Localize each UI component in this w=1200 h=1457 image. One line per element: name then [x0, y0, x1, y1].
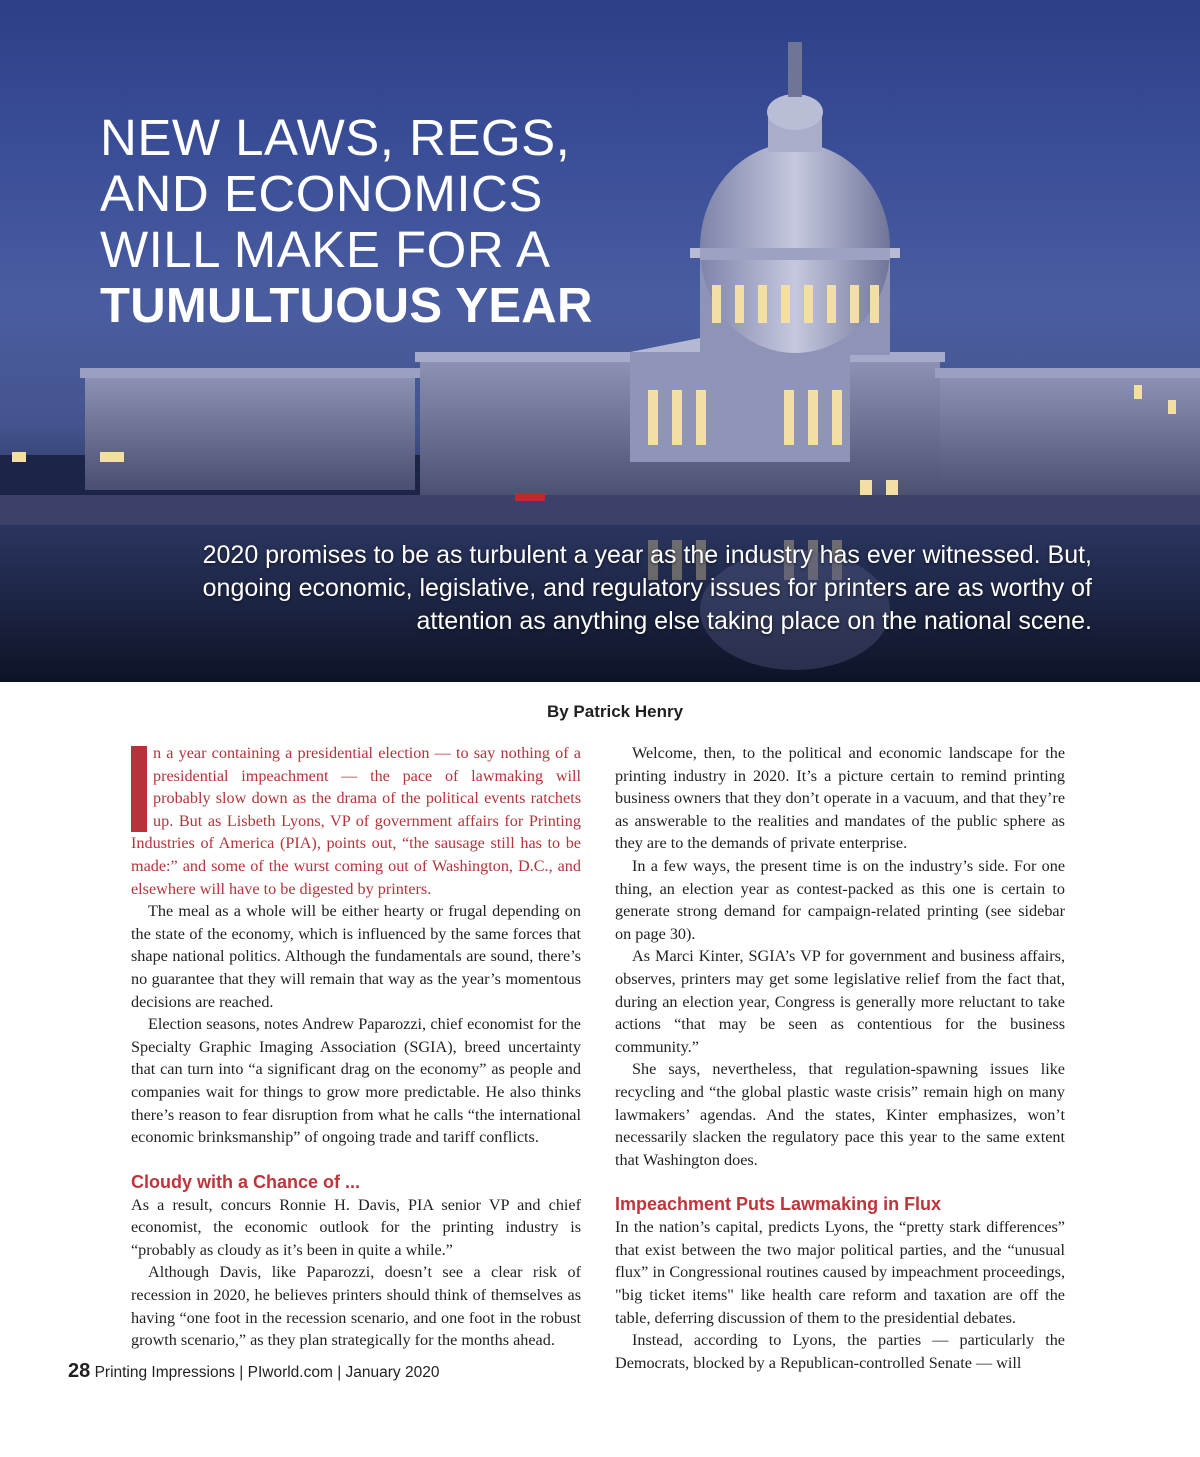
headline-line-3: WILL MAKE FOR A: [100, 221, 551, 278]
body-paragraph: The meal as a whole will be either hearty or frugal depending on the state of the economy, which is influenced by the same forces that shape national politics. Although the fundamentals are sound, there’s no guarantee that they will remain that way as the year’s momentous decisions are reached.: [131, 902, 581, 1011]
headline-line-1: NEW LAWS, REGS,: [100, 109, 571, 166]
drop-cap: [131, 746, 147, 832]
intro-paragraph: [131, 742, 581, 900]
page-number: 28: [68, 1360, 91, 1382]
body-paragraph: Election seasons, notes Andrew Paparozzi, chief economist for the Specialty Graphic Imaging Association (SGIA), breed uncertainty that can turn into “a significant drag on the economy” as people and companies wait for things to grow more predictable. He also thinks there’s reason to fear disruption from what he calls “the international economic brinksmanship” of ongoing trade and tariff conflicts.: [131, 1015, 581, 1147]
left-column: [131, 742, 581, 1352]
headline-line-4: TUMULTUOUS YEAR: [100, 279, 593, 333]
body-paragraph: In the nation’s capital, predicts Lyons, the “pretty stark differences” that exist between the two major political parties, and the “unusual flux” in Congressional routines caused by impeachment proceedings, "big ticket items" like health care reform and taxation are off the table, deferring discussion of them to the presidential debates.: [615, 1218, 1065, 1327]
footer-text: Printing Impressions | PIworld.com | January 2020: [94, 1364, 440, 1381]
byline: By Patrick Henry: [546, 702, 684, 721]
section-subhead: Cloudy with a Chance of ...: [131, 1171, 361, 1192]
page-footer: [68, 1360, 439, 1383]
headline-line-2: AND ECONOMICS: [100, 165, 543, 222]
intro-text: n a year containing a presidential election — to say nothing of a presidential impeachment — the pace of lawmaking will probably slow down as the drama of the political events ratchets up. But as Lisbeth Lyons, VP of government affairs for Printing Industries of America (PIA), points out, “the sausage still has to be made:” and some of the wurst coming out of Washington, D.C., and elsewhere will have to be digested by printers.: [131, 744, 581, 898]
right-column: [615, 742, 1065, 1374]
hero-photo: [0, 0, 1200, 682]
body-paragraph: Instead, according to Lyons, the parties — particularly the Democrats, blocked by a Republican-controlled Senate — will: [615, 1331, 1065, 1372]
body-paragraph: As a result, concurs Ronnie H. Davis, PIA senior VP and chief economist, the economic outlook for the printing industry is “probably as cloudy as it’s been in quite a while.”: [131, 1195, 581, 1259]
body-paragraph: Welcome, then, to the political and economic landscape for the printing industry in 2020. It’s a picture certain to remind printing business owners that they don’t operate in a vacuum, and that they’re as answerable to the realities and mandates of the public sphere as they are to the demands of private enterprise.: [615, 744, 1065, 853]
section-subhead: Impeachment Puts Lawmaking in Flux: [615, 1194, 942, 1215]
body-paragraph: As Marci Kinter, SGIA’s VP for government and business affairs, observes, printers may get some legislative relief from the fact that, during an election year, Congress is generally more reluctant to take actions “that may be seen as contentious for the business community.”: [615, 947, 1065, 1056]
article-deck: 2020 promises to be as turbulent a year as the industry has ever witnessed. But, ongoing economic, legislative, and regulatory issues for printers are as worthy of attention as anything else taking place on the national scene.: [202, 541, 1092, 635]
article-headline: [100, 110, 593, 334]
body-paragraph: Although Davis, like Paparozzi, doesn’t see a clear risk of recession in 2020, he believes printers should think of themselves as having “one foot in the recession scenario, and one foot in the robust growth scenario,” as they plan strategically for the months ahead.: [131, 1263, 581, 1350]
body-paragraph: She says, nevertheless, that regulation-spawning issues like recycling and “the global plastic waste crisis” remain high on many lawmakers’ agendas. And the states, Kinter emphasizes, won’t necessarily slacken the regulatory pace this year to the same extent that Washington does.: [615, 1060, 1065, 1169]
body-paragraph: In a few ways, the present time is on the industry’s side. For one thing, an election year as contest-packed as this one is certain to generate strong demand for campaign-related printing (see sidebar on page 30).: [615, 856, 1065, 943]
